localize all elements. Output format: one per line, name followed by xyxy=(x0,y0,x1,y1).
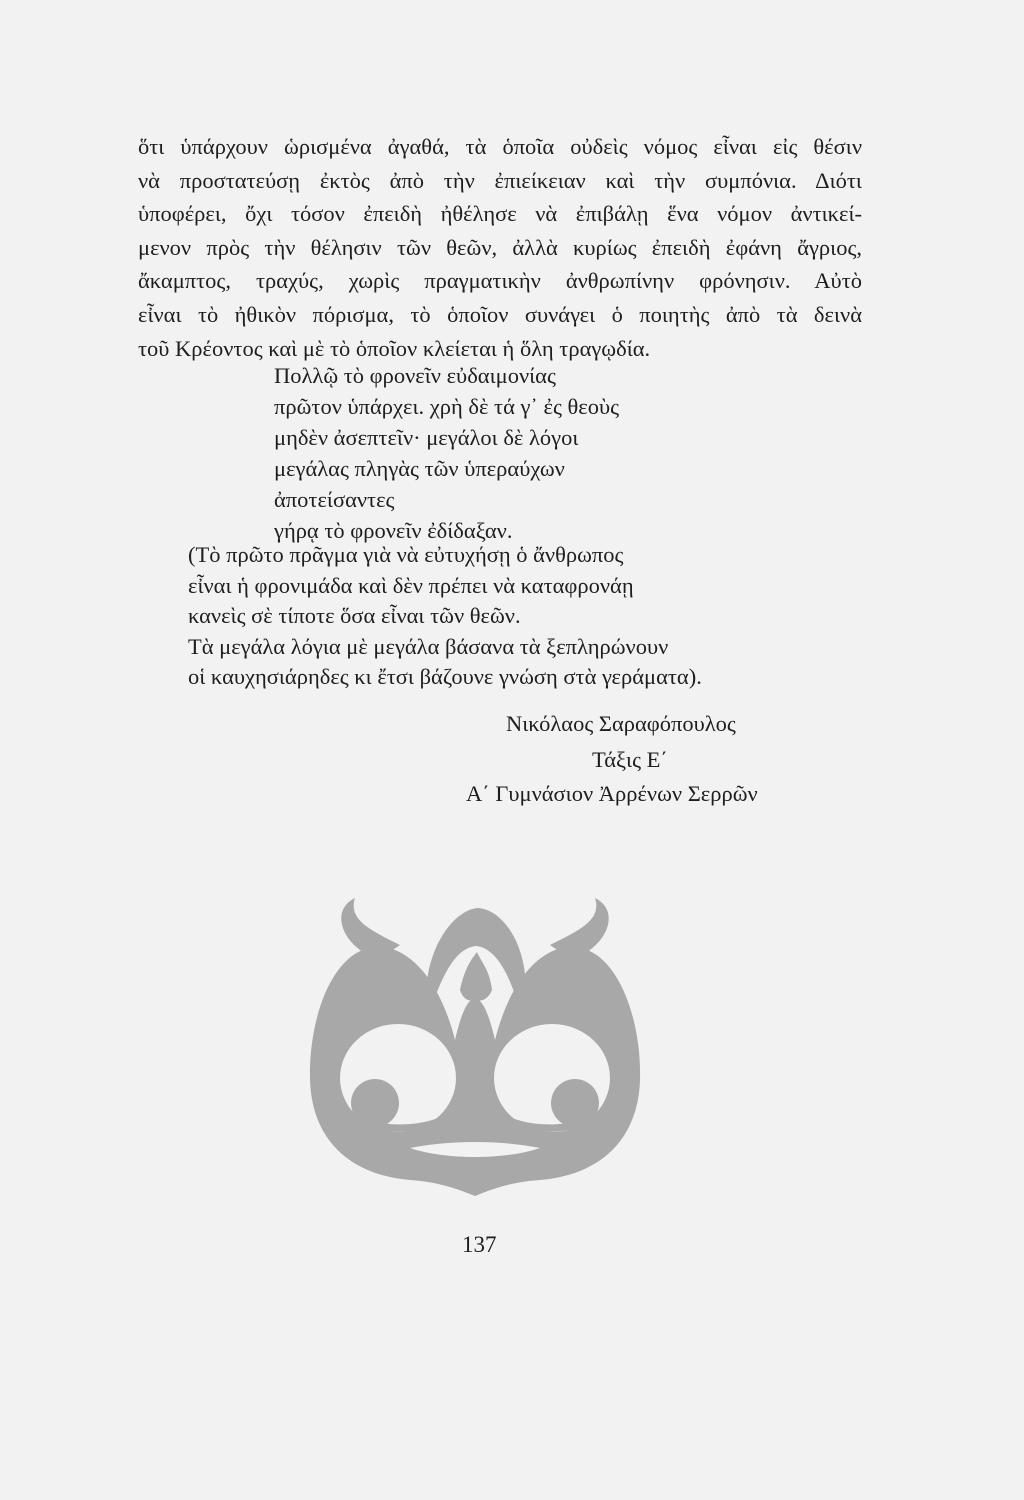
translation-line: Τὰ μεγάλα λόγια μὲ μεγάλα βάσανα τὰ ξεπληρώνουν xyxy=(188,633,669,659)
author-name: Νικόλαος Σαραφόπουλος xyxy=(506,711,736,736)
body-line: εἶναι τὸ ἠθικὸν πόρισμα, τὸ ὁποῖον συνάγει ὁ ποιητὴς ἀπὸ τὰ δεινὰ xyxy=(138,301,862,327)
poem-line: μεγάλας πληγὰς τῶν ὑπεραύχων xyxy=(274,456,565,481)
poem-line: Πολλῷ τὸ φρονεῖν εὐδαιμονίας xyxy=(274,363,556,388)
body-line: ὅτι ὑπάρχουν ὡρισμένα ἀγαθά, τὰ ὁποῖα οὐδεὶς νόμος εἶναι εἰς θέσιν xyxy=(138,134,862,159)
body-line: νὰ προστατεύσῃ ἐκτὸς ἀπὸ τὴν ἐπιείκειαν καὶ τὴν συμπόνια. Διότι xyxy=(138,167,862,193)
body-line: ἄκαμπτος, τραχύς, χωρὶς πραγματικὴν ἀνθρωπίνην φρόνησιν. Αὐτὸ xyxy=(138,268,862,294)
omega-ornament-icon xyxy=(300,890,650,1200)
translation-line: κανεὶς σὲ τίποτε ὅσα εἶναι τῶν θεῶν. xyxy=(188,603,521,628)
body-line: μενον πρὸς τὴν θέλησιν τῶν θεῶν, ἀλλὰ κυρίως ἐπειδὴ ἐφάνη ἄγριος, xyxy=(138,234,862,260)
translation-line: εἶναι ἡ φρονιμάδα καὶ δὲν πρέπει νὰ καταφρονάῃ xyxy=(188,572,634,598)
author-school: Α΄ Γυμνάσιον Ἀρρένων Σερρῶν xyxy=(466,781,758,806)
poem-quotation xyxy=(274,360,619,546)
translation-line: (Τὸ πρῶτο πρᾶγμα γιὰ νὰ εὐτυχήσῃ ὁ ἄνθρωπος xyxy=(188,542,624,567)
poem-line: ἀποτείσαντες xyxy=(274,487,395,512)
author-class: Τάξις Ε΄ xyxy=(592,747,668,772)
poem-line: πρῶτον ὑπάρχει. χρὴ δὲ τά γ᾽ ἐς θεοὺς xyxy=(274,394,620,419)
body-paragraph xyxy=(138,130,862,365)
page-number: 137 xyxy=(462,1232,497,1257)
translation-line: οἱ καυχησιάρηδες κι ἔτσι βάζουνε γνώση στὰ γεράματα). xyxy=(188,664,702,689)
translation-paragraph xyxy=(188,540,702,693)
body-line: τοῦ Κρέοντος καὶ μὲ τὸ ὁποῖον κλείεται ἡ ὅλη τραγῳδία. xyxy=(138,335,651,361)
body-line: ὑποφέρει, ὄχι τόσον ἐπειδὴ ἠθέλησε νὰ ἐπιβάλῃ ἕνα νόμον ἀντικεί- xyxy=(138,201,862,227)
poem-line: γήρᾳ τὸ φρονεῖν ἐδίδαξαν. xyxy=(274,518,513,543)
poem-line: μηδὲν ἀσεπτεῖν· μεγάλοι δὲ λόγοι xyxy=(274,425,579,450)
